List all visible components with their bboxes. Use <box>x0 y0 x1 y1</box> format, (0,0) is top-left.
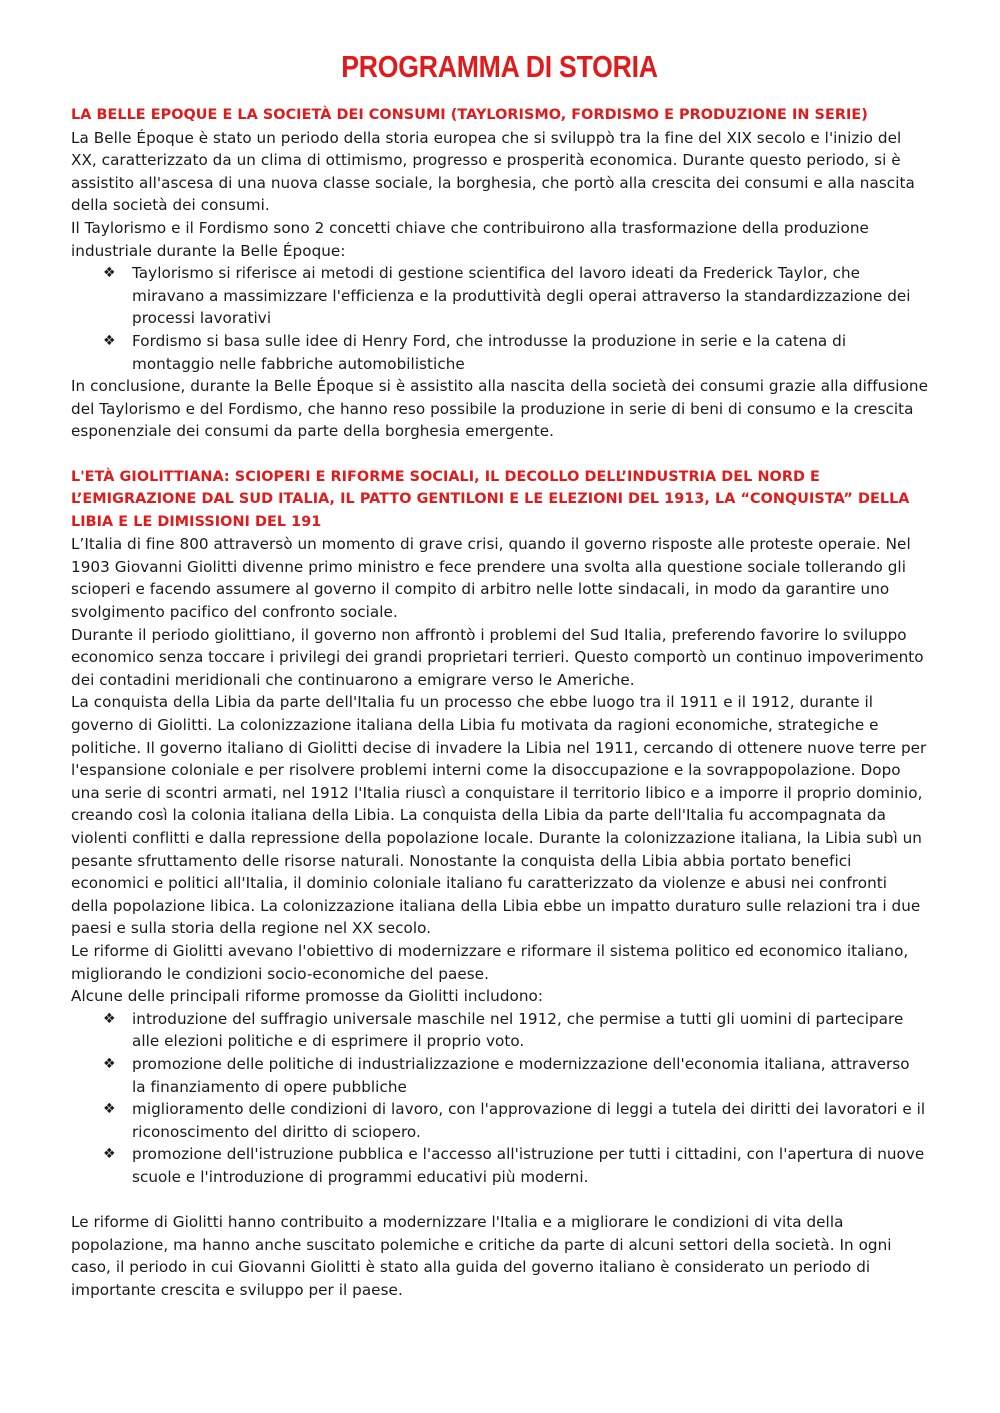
bullet-list <box>71 1008 928 1189</box>
diamond-bullet-icon: ❖ <box>103 1010 116 1027</box>
paragraph: Il Taylorismo e il Fordismo sono 2 concetti chiave che contribuirono alla trasformazione della produzione industriale durante la Belle Époque: <box>71 218 869 260</box>
page-title: PROGRAMMA DI STORIA <box>341 49 658 84</box>
paragraph: La conquista della Libia da parte dell'Italia fu un processo che ebbe luogo tra il 1911 e il 1912, durante il governo di Giolitti. La colonizzazione italiana della Libia fu motivata da ragioni economiche, strategiche e politiche. Il governo italiano di Giolitti decise di invadere la Libia nel 1911, cercando di ottenere nuove terre per l'espansione coloniale e per risolvere problemi interni come la disoccupazione e la sovrappopolazione. Dopo una serie di scontri armati, nel 1912 l'Italia riuscì a conquistare il territorio libico e a imporre il proprio dominio, creando così la colonia italiana della Libia. La conquista della Libia da parte dell'Italia fu accompagnata da violenti conflitti e dalla repressione della popolazione locale. Durante la colonizzazione italiana, la Libia subì un pesante sfruttamento delle risorse naturali. Nonostante la conquista della Libia abbia portato benefici economici e politici all'Italia, il dominio coloniale italiano fu caratterizzato da violenze e abusi nei confronti della popolazione libica. La colonizzazione italiana della Libia ebbe un impatto duraturo sulle relazioni tra i due paesi e sulla storia della regione nel XX secolo. <box>71 693 927 938</box>
spacer <box>71 443 928 466</box>
list-item <box>101 1008 928 1053</box>
section-heading: LA BELLE EPOQUE E LA SOCIETÀ DEI CONSUMI (TAYLORISMO, FORDISMO E PRODUZIONE IN SERIE) <box>71 107 868 123</box>
list-item-text: Taylorismo si riferisce ai metodi di gestione scientifica del lavoro ideati da Frederick Taylor, che miravano a massimizzare l'efficienza e la produttività degli operai attraverso la standardizzazione dei processi lavorativi <box>132 264 911 328</box>
paragraph: La Belle Époque è stato un periodo della storia europea che si sviluppò tra la fine del XIX secolo e l'inizio del XX, caratterizzato da un clima di ottimismo, progresso e prosperità economica. Durante questo periodo, si è assistito all'ascesa di una nuova classe sociale, la borghesia, che portò alla crescita dei consumi e alla nascita della società dei consumi. <box>71 128 915 215</box>
paragraph: Alcune delle principali riforme promosse da Giolitti includono: <box>71 987 544 1006</box>
list-item <box>101 330 928 375</box>
paragraph: L’Italia di fine 800 attraversò un momento di grave crisi, quando il governo risposte alle proteste operaie. Nel 1903 Giovanni Giolitti divenne primo ministro e fece prendere una svolta alla questione sociale tollerando gli scioperi e facendo assumere al governo il compito di arbitro nelle lotte sindacali, in modo da garantire uno svolgimento pacifico del confronto sociale. <box>71 535 911 622</box>
spacer <box>71 1189 928 1212</box>
list-item-text: promozione dell'istruzione pubblica e l'accesso all'istruzione per tutti i cittadini, con l'apertura di nuove scuole e l'introduzione di programmi educativi più moderni. <box>132 1145 925 1186</box>
paragraph: Le riforme di Giolitti avevano l'obiettivo di modernizzare e riformare il sistema politico ed economico italiano, migliorando le condizioni socio-economiche del paese. <box>71 941 909 983</box>
section-belle-epoque <box>71 104 928 443</box>
paragraph: Durante il periodo giolittiano, il governo non affrontò i problemi del Sud Italia, preferendo favorire lo sviluppo economico senza toccare i privilegi dei grandi proprietari terrieri. Questo comportò un continuo impoverimento dei contadini meridionali che continuarono a emigrare verso le Americhe. <box>71 625 924 689</box>
list-item-text: introduzione del suffragio universale maschile nel 1912, che permise a tutti gli uomini di partecipare alle elezioni politiche e di esprimere il proprio voto. <box>132 1009 904 1051</box>
section-eta-giolittiana <box>71 466 928 1302</box>
list-item <box>101 1053 928 1098</box>
diamond-bullet-icon: ❖ <box>103 1146 116 1163</box>
diamond-bullet-icon: ❖ <box>103 1055 116 1072</box>
list-item-text: Fordismo si basa sulle idee di Henry Ford, che introdusse la produzione in serie e la catena di montaggio nelle fabbriche automobilistiche <box>132 331 847 373</box>
list-item-text: promozione delle politiche di industrializzazione e modernizzazione dell'economia italiana, attraverso la finanziamento di opere pubbliche <box>132 1054 910 1096</box>
list-item <box>101 262 928 330</box>
section-heading: L'ETÀ GIOLITTIANA: SCIOPERI E RIFORME SOCIALI, IL DECOLLO DELL’INDUSTRIA DEL NORD E L’EMIGRAZIONE DAL SUD ITALIA, IL PATTO GENTILONI E LE ELEZIONI DEL 1913, LA “CONQUISTA” DELLA LIBIA E LE DIMISSIONI DEL 191 <box>71 468 910 530</box>
bullet-list <box>71 262 928 375</box>
paragraph: In conclusione, durante la Belle Époque si è assistito alla nascita della società dei consumi grazie alla diffusione del Taylorismo e del Fordismo, che hanno reso possibile la produzione in serie di beni di consumo e la crescita esponenziale dei consumi da parte della borghesia emergente. <box>71 377 928 441</box>
list-item-text: miglioramento delle condizioni di lavoro, con l'approvazione di leggi a tutela dei diritti dei lavoratori e il riconoscimento del diritto di sciopero. <box>132 1100 926 1141</box>
diamond-bullet-icon: ❖ <box>103 332 116 349</box>
list-item <box>101 1143 928 1188</box>
paragraph: Le riforme di Giolitti hanno contribuito a modernizzare l'Italia e a migliorare le condizioni di vita della popolazione, ma hanno anche suscitato polemiche e critiche da parte di alcuni settori della società. In ogni caso, il periodo in cui Giovanni Giolitti è stato alla guida del governo italiano è considerato un periodo di importante crescita e sviluppo per il paese. <box>71 1213 892 1299</box>
diamond-bullet-icon: ❖ <box>103 1101 116 1118</box>
diamond-bullet-icon: ❖ <box>103 265 116 282</box>
list-item <box>101 1098 928 1143</box>
